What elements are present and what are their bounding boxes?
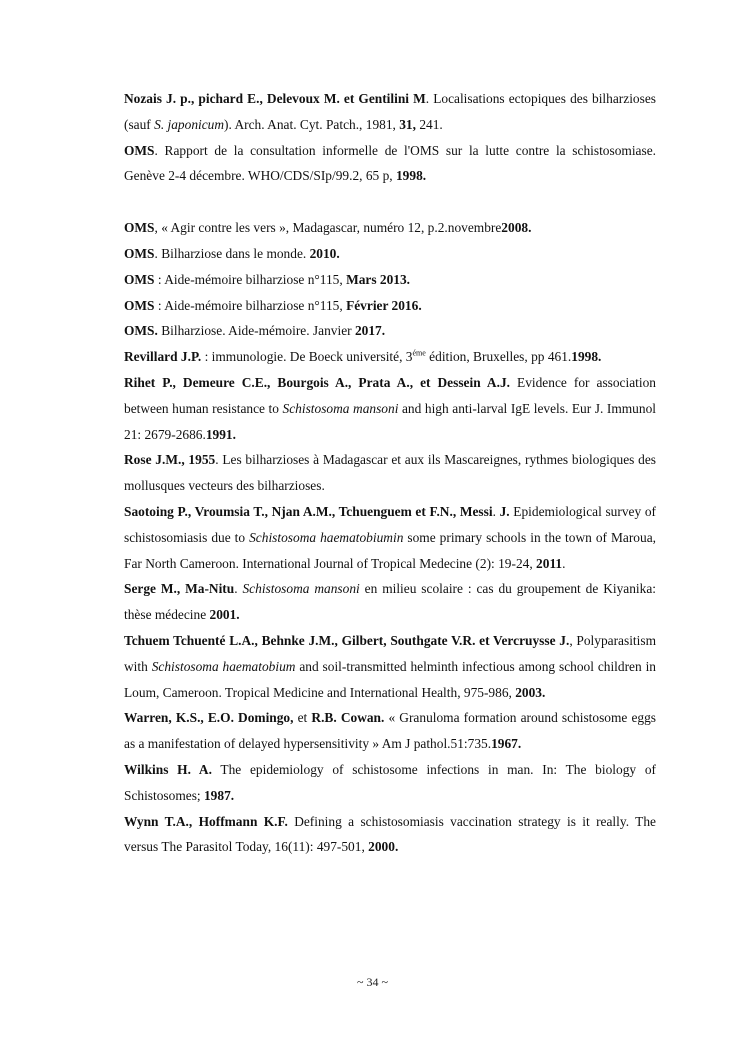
section-spacer	[124, 189, 656, 215]
reference-entry-wilkins	[124, 757, 656, 809]
reference-text: .	[562, 555, 566, 571]
reference-text: : Aide-mémoire bilharziose n°115,	[154, 297, 347, 313]
bibliography	[124, 86, 656, 860]
reference-italic-text: Schistosoma haematobium	[151, 658, 296, 674]
reference-bold-text: Tchuem Tchuenté L.A., Behnke J.M., Gilbert, Southgate V.R. et Vercruysse J.	[124, 632, 570, 648]
reference-text: . Rapport de la consultation informelle de l'OMS sur la lutte contre la schistosomiase. Genève 2-4 décembre. WHO/CDS/SIp/99.2, 65 p,	[124, 142, 656, 184]
reference-bold-text: Serge M., Ma-Nitu	[124, 581, 235, 597]
reference-text: édition, Bruxelles, pp 461.	[425, 349, 572, 365]
reference-text: . Bilharziose dans le monde.	[154, 245, 310, 261]
reference-bold-text: 2010.	[309, 245, 340, 261]
reference-bold-text: 1987.	[203, 787, 235, 803]
reference-bold-text: 1991.	[205, 426, 236, 442]
reference-text: Defining a schistosomiasis vaccination strategy is it really. The versus The Parasitol Today, 16(11): 497-501,	[124, 813, 656, 855]
reference-bold-text: 1998.	[571, 349, 602, 365]
reference-text: , Polyparasitism with	[124, 632, 656, 674]
reference-entry-oms-2008	[124, 215, 656, 241]
reference-bold-text: 31,	[399, 116, 416, 132]
reference-text: Evidence for association between human resistance to	[124, 374, 656, 416]
reference-text: Epidemiological survey of schistosomiasis due to	[124, 503, 656, 545]
reference-entry-oms-2013	[124, 267, 656, 293]
reference-bold-text: Wynn T.A., Hoffmann K.F.	[124, 813, 288, 829]
reference-bold-text: Rose J.M., 1955	[124, 452, 216, 468]
reference-entry-oms-2016	[124, 293, 656, 319]
reference-entry-oms-2017	[124, 318, 656, 344]
reference-bold-text: Nozais J. p., pichard E., Delevoux M. et Gentilini M	[124, 91, 426, 106]
reference-bold-text: 2011	[536, 555, 563, 571]
reference-entry-nozais	[124, 86, 656, 138]
reference-text: « Granuloma formation around schistosome eggs as a manifestation of delayed hypersensitivity » Am J pathol.51:735.	[124, 710, 657, 752]
reference-text: some primary schools in the town of Maroua, Far North Cameroon. International Journal of Tropical Medecine (2): 19-24,	[124, 529, 656, 571]
reference-text: and high anti-larval IgE levels. Eur J. Immunol 21: 2679-2686.	[124, 400, 656, 442]
reference-entry-warren	[124, 705, 656, 757]
reference-text: ). Arch. Anat. Cyt. Patch., 1981,	[224, 116, 400, 132]
reference-text: Bilharziose. Aide-mémoire. Janvier	[157, 323, 355, 339]
reference-entry-rihet	[124, 370, 656, 447]
reference-bold-text: 2008.	[501, 220, 532, 236]
reference-text: en milieu scolaire : cas du groupement de Kiyanika: thèse médecine	[124, 581, 657, 623]
reference-bold-text: Warren, K.S., E.O. Domingo,	[124, 710, 294, 726]
reference-bold-text: 2000.	[368, 839, 399, 855]
reference-entry-revillard	[124, 344, 656, 370]
reference-text: , « Agir contre les vers », Madagascar, numéro 12, p.2.novembre	[154, 220, 502, 236]
reference-bold-text: 2003.	[515, 684, 546, 700]
reference-bold-text: Février 2016.	[346, 297, 422, 313]
reference-superscript: éme	[412, 348, 426, 358]
reference-entry-saotoing	[124, 499, 656, 576]
reference-text: The epidemiology of schistosome infections in man. In: The biology of Schistosomes;	[124, 761, 656, 803]
reference-bold-text: Saotoing P., Vroumsia T., Njan A.M., Tchuenguem et F.N., Messi	[124, 503, 493, 519]
reference-entry-oms-1998	[124, 138, 656, 190]
reference-bold-text: J.	[499, 503, 510, 519]
reference-bold-text: OMS	[124, 245, 155, 261]
reference-italic-text: Schistosoma haematobiumin	[249, 529, 404, 545]
reference-bold-text: R.B. Cowan.	[311, 710, 385, 726]
reference-entry-wynn	[124, 809, 656, 861]
reference-entry-oms-2010	[124, 241, 656, 267]
reference-text: : immunologie. De Boeck université, 3	[201, 349, 413, 365]
reference-entry-serge	[124, 576, 656, 628]
reference-text: . Localisations ectopiques des bilharzioses (sauf	[124, 91, 656, 132]
reference-entry-tchuem	[124, 628, 656, 705]
reference-bold-text: OMS	[124, 271, 155, 287]
reference-bold-text: OMS	[124, 142, 155, 158]
reference-bold-text: Revillard J.P.	[124, 349, 202, 365]
reference-bold-text: 1998.	[395, 168, 427, 184]
reference-text: 241.	[415, 116, 443, 132]
reference-bold-text: Wilkins H. A.	[124, 761, 212, 777]
reference-bold-text: OMS	[124, 220, 155, 236]
reference-entry-rose	[124, 447, 656, 499]
reference-text: : Aide-mémoire bilharziose n°115,	[154, 271, 347, 287]
page-number: ~ 34 ~	[357, 975, 388, 989]
reference-bold-text: Mars 2013.	[346, 271, 411, 287]
reference-text: .	[234, 581, 243, 597]
reference-text: and soil-transmitted helminth infectious among school children in Loum, Cameroon. Tropical Medicine and International Health, 975-986,	[124, 658, 656, 700]
reference-bold-text: Rihet P., Demeure C.E., Bourgois A., Prata A., et Dessein A.J.	[124, 374, 510, 390]
reference-bold-text: 1967.	[491, 736, 522, 752]
reference-text: .	[492, 503, 500, 519]
reference-bold-text: OMS	[124, 297, 155, 313]
reference-bold-text: OMS.	[124, 323, 158, 339]
reference-italic-text: Schistosoma mansoni	[242, 581, 360, 597]
reference-italic-text: S. japonicum	[154, 116, 225, 132]
reference-italic-text: Schistosoma mansoni	[282, 400, 399, 416]
reference-text: . Les bilharzioses à Madagascar et aux ils Mascareignes, rythmes biologiques des mollusques vecteurs des bilharzioses.	[124, 452, 657, 494]
reference-bold-text: 2017.	[354, 323, 386, 339]
reference-bold-text: 2001.	[209, 607, 240, 623]
reference-text: et	[293, 710, 312, 726]
